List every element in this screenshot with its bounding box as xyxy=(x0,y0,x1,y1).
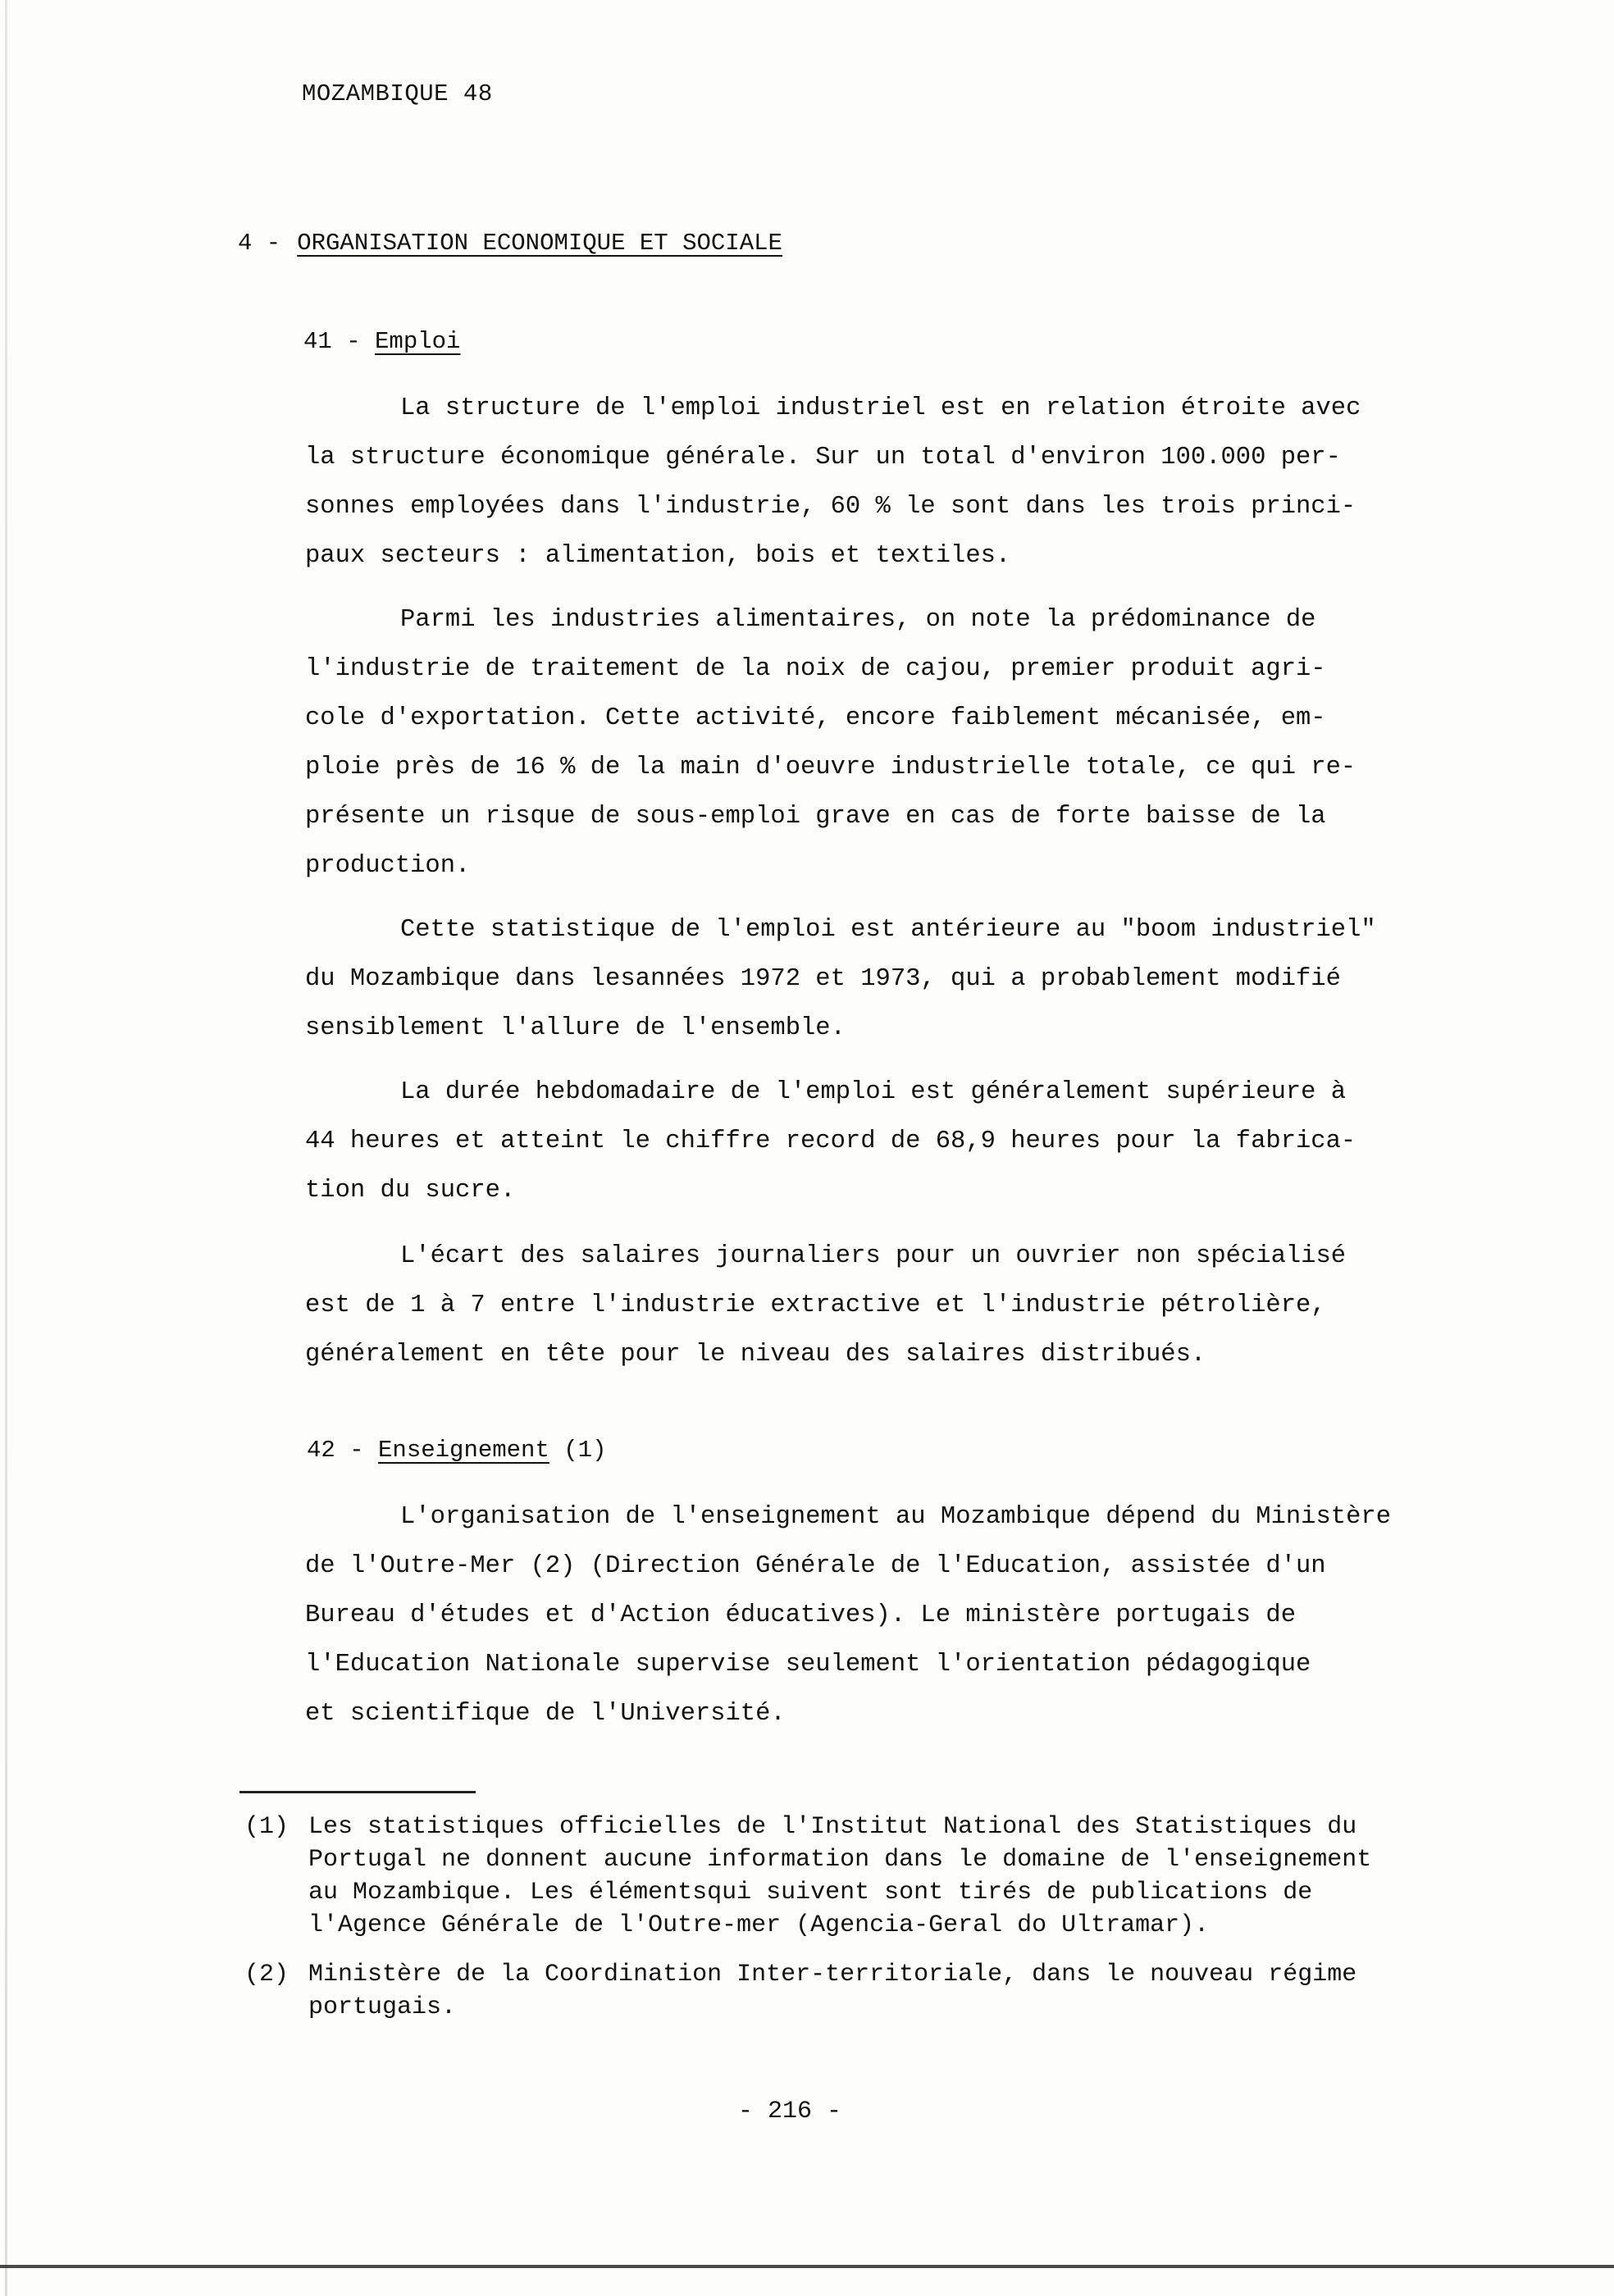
text-line: Parmi les industries alimentaires, on note la prédominance de xyxy=(400,606,1316,634)
text-line: 44 heures et atteint le chiffre record de 68,9 heures pour la fabrica- xyxy=(305,1128,1356,1155)
section-title: ORGANISATION ECONOMIQUE ET SOCIALE xyxy=(297,230,782,257)
text-line: présente un risque de sous-emploi grave en cas de forte baisse de la xyxy=(305,803,1326,831)
paragraph-41-3 xyxy=(305,905,1502,1053)
section-heading xyxy=(238,230,782,257)
footnote-1 xyxy=(244,1811,1371,1942)
section-number: 4 - xyxy=(238,230,281,257)
footnote-line: l'Agence Générale de l'Outre-mer (Agencia-Geral do Ultramar). xyxy=(308,1911,1210,1939)
scan-bottom-edge xyxy=(0,2265,1614,2268)
text-line: tion du sucre. xyxy=(305,1177,516,1205)
footnote-line: au Mozambique. Les élémentsqui suivent sont tirés de publications de xyxy=(308,1879,1313,1906)
text-line: Cette statistique de l'emploi est antérieure au "boom industriel" xyxy=(400,916,1376,944)
text-line: cole d'exportation. Cette activité, encore faiblement mécanisée, em- xyxy=(305,704,1326,732)
text-line: L'organisation de l'enseignement au Mozambique dépend du Ministère xyxy=(400,1503,1391,1531)
text-line: de l'Outre-Mer (2) (Direction Générale de l'Education, assistée d'un xyxy=(305,1552,1326,1580)
footnote-2 xyxy=(244,1958,1356,2024)
footnote-line: Les statistiques officielles de l'Institut National des Statistiques du xyxy=(308,1813,1357,1841)
paragraph-41-1 xyxy=(305,384,1502,581)
subsection-42-number: 42 - xyxy=(307,1437,364,1464)
footnote-line: Portugal ne donnent aucune information dans le domaine de l'enseignement xyxy=(308,1846,1372,1874)
paragraph-42-1 xyxy=(305,1492,1502,1738)
text-line: sensiblement l'allure de l'ensemble. xyxy=(305,1014,846,1042)
footnote-mark: (1) xyxy=(244,1813,290,1841)
subsection-42-heading xyxy=(307,1437,607,1464)
text-line: production. xyxy=(305,852,471,880)
text-line: l'Education Nationale supervise seulement l'orientation pédagogique xyxy=(305,1651,1311,1679)
paragraph-41-4 xyxy=(305,1068,1502,1215)
text-line: l'industrie de traitement de la noix de cajou, premier produit agri- xyxy=(305,655,1326,683)
text-line: ploie près de 16 % de la main d'oeuvre industrielle totale, ce qui re- xyxy=(305,754,1356,781)
text-line: du Mozambique dans lesannées 1972 et 1973, qui a probablement modifié xyxy=(305,965,1341,993)
footnote-line: Ministère de la Coordination Inter-territoriale, dans le nouveau régime xyxy=(308,1961,1357,1988)
subsection-41-number: 41 - xyxy=(303,328,361,355)
running-head: MOZAMBIQUE 48 xyxy=(302,80,493,107)
subsection-42-title: Enseignement xyxy=(378,1437,549,1464)
scan-left-edge xyxy=(5,0,7,2296)
footnote-ref-1: (1) xyxy=(563,1437,607,1464)
paragraph-41-2 xyxy=(305,595,1502,891)
text-line: Bureau d'études et d'Action éducatives). Le ministère portugais de xyxy=(305,1601,1296,1629)
footnote-separator xyxy=(239,1791,476,1793)
text-line: La durée hebdomadaire de l'emploi est généralement supérieure à xyxy=(400,1078,1347,1106)
page-number: - 216 - xyxy=(738,2098,842,2125)
text-line: généralement en tête pour le niveau des salaires distribués. xyxy=(305,1341,1206,1369)
text-line: La structure de l'emploi industriel est en relation étroite avec xyxy=(400,394,1361,422)
subsection-41-heading xyxy=(303,328,460,355)
footnote-mark: (2) xyxy=(244,1961,290,1988)
paragraph-41-5 xyxy=(305,1232,1502,1379)
text-line: L'écart des salaires journaliers pour un ouvrier non spécialisé xyxy=(400,1242,1347,1270)
text-line: sonnes employées dans l'industrie, 60 % le sont dans les trois princi- xyxy=(305,493,1356,521)
footnote-line: portugais. xyxy=(308,1993,457,2021)
text-line: et scientifique de l'Université. xyxy=(305,1700,786,1728)
text-line: paux secteurs : alimentation, bois et textiles. xyxy=(305,542,1011,570)
subsection-41-title: Emploi xyxy=(375,328,461,355)
text-line: est de 1 à 7 entre l'industrie extractive et l'industrie pétrolière, xyxy=(305,1292,1326,1319)
text-line: la structure économique générale. Sur un total d'environ 100.000 per- xyxy=(305,444,1341,472)
